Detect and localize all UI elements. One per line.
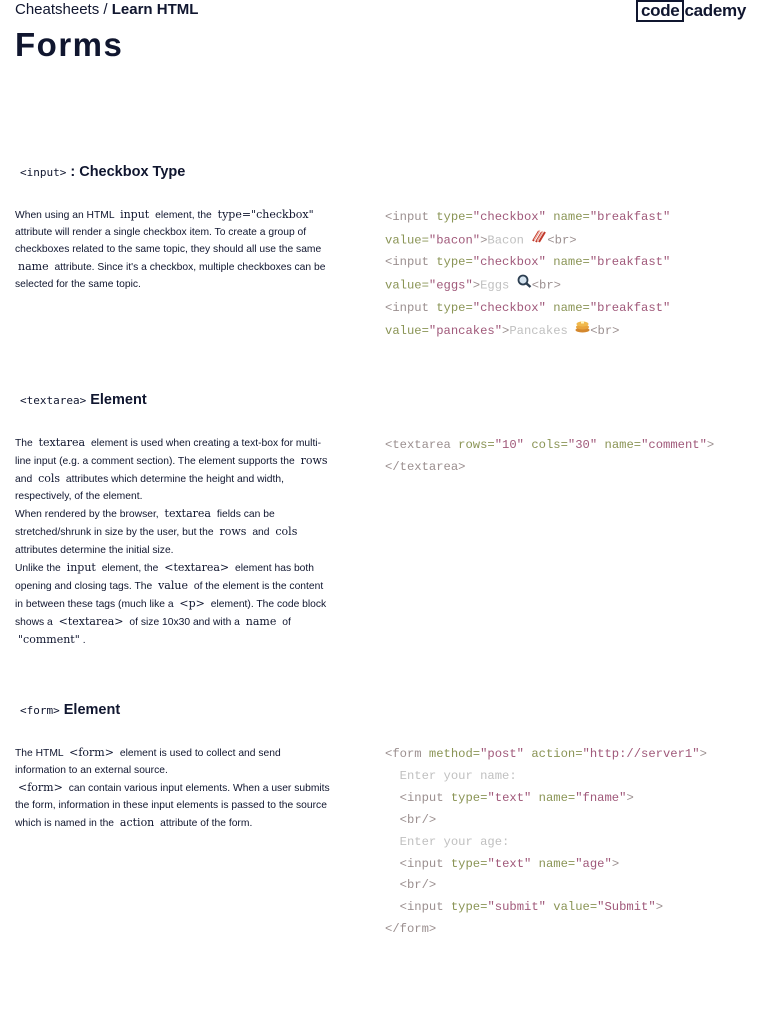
code-tag: <input bbox=[399, 790, 444, 805]
desc-paragraph bbox=[15, 744, 333, 779]
code-value: "Submit" bbox=[597, 900, 656, 915]
code-tag: <br> bbox=[590, 324, 620, 339]
magnifier-egg-icon bbox=[517, 274, 532, 297]
code-attr: rows= bbox=[458, 438, 495, 452]
code-attr: value= bbox=[385, 324, 429, 339]
code-text: Eggs bbox=[480, 279, 510, 294]
code-tag: <input bbox=[399, 900, 444, 915]
code-attr: action= bbox=[531, 747, 583, 761]
code-value: "pancakes" bbox=[428, 324, 503, 339]
code-text: Enter your name: bbox=[399, 768, 517, 783]
text-fragment: input bbox=[66, 560, 96, 574]
code-tag: > bbox=[699, 747, 707, 761]
code-value: "http://server1" bbox=[582, 747, 700, 761]
code-attr: value= bbox=[385, 233, 429, 248]
text-fragment: element is used when creating a text-box for multi-line input (e.g. a comment section). The element supports the bbox=[15, 438, 322, 468]
code-value: "10" bbox=[494, 438, 524, 452]
text-fragment: textarea bbox=[164, 507, 211, 521]
desc-keyword: input bbox=[120, 208, 150, 221]
text-fragment: <textarea> bbox=[164, 560, 230, 574]
desc-paragraph bbox=[15, 559, 333, 649]
code-value: "checkbox" bbox=[472, 300, 546, 315]
codecademy-logo[interactable] bbox=[636, 0, 746, 22]
code-attr: type= bbox=[450, 856, 488, 871]
code-tag: <br> bbox=[531, 279, 561, 294]
code-value: "breakfast" bbox=[589, 210, 671, 224]
code-value: "breakfast" bbox=[589, 300, 671, 315]
code-attr: type= bbox=[436, 255, 473, 270]
text-fragment: <form> bbox=[69, 746, 114, 759]
text-fragment: element). The code block shows a bbox=[15, 598, 327, 628]
text-fragment: <p> bbox=[179, 596, 205, 610]
code-attr: method= bbox=[428, 747, 481, 761]
breadcrumb-parent-link[interactable]: Cheatsheets bbox=[15, 1, 100, 18]
code-tag: <form bbox=[385, 747, 422, 761]
bacon-icon bbox=[531, 229, 547, 252]
textarea-code-block bbox=[385, 435, 714, 479]
code-tag: > bbox=[626, 790, 634, 805]
code-value: "text" bbox=[487, 790, 532, 805]
text-fragment: The HTML bbox=[15, 748, 64, 759]
code-value: "30" bbox=[567, 438, 598, 452]
code-attr: name= bbox=[538, 790, 576, 805]
text-fragment: The bbox=[15, 438, 33, 449]
text-fragment: When rendered by the browser, bbox=[15, 509, 159, 521]
text-fragment: . bbox=[82, 635, 86, 647]
text-fragment: <form> bbox=[18, 781, 63, 795]
code-tag: > bbox=[706, 438, 715, 452]
code-value: "submit" bbox=[487, 900, 546, 915]
checkbox-code-block bbox=[385, 207, 670, 343]
logo-code-box: code bbox=[636, 0, 684, 22]
code-tag: > bbox=[655, 900, 664, 915]
code-attr: name= bbox=[553, 210, 590, 224]
text-fragment: of the element is the content in between these tags (much like a bbox=[15, 580, 324, 610]
text-fragment: and bbox=[252, 527, 270, 539]
code-tag: <input bbox=[385, 255, 429, 270]
textarea-description bbox=[15, 434, 333, 649]
code-tag: <input bbox=[385, 300, 429, 315]
text-fragment: cols bbox=[38, 472, 61, 486]
code-value: "eggs" bbox=[428, 279, 473, 294]
section-title-text: : Checkbox Type bbox=[70, 164, 186, 180]
code-tag: > bbox=[611, 856, 620, 871]
desc-text: element, the bbox=[155, 210, 212, 221]
code-attr: name= bbox=[553, 255, 590, 270]
text-fragment: can contain various input elements. When a user submits the form, information in these input elements is passed to the source which is named in the bbox=[15, 783, 330, 830]
code-tag: <input bbox=[399, 856, 444, 871]
pancakes-icon bbox=[575, 320, 590, 342]
page-title: Forms bbox=[15, 26, 124, 63]
code-value: "age" bbox=[575, 856, 612, 871]
text-fragment: value bbox=[158, 578, 188, 592]
breadcrumb bbox=[15, 1, 198, 18]
desc-keyword: name bbox=[18, 260, 49, 274]
code-tag: <textarea bbox=[385, 438, 451, 452]
code-value: "bacon" bbox=[428, 233, 481, 248]
text-fragment: of bbox=[282, 616, 291, 628]
text-fragment: element is used to collect and send information to an external source. bbox=[15, 748, 281, 777]
code-tag: > bbox=[480, 233, 488, 248]
text-fragment: of size 10x30 and with a bbox=[129, 616, 240, 628]
code-attr: value= bbox=[553, 900, 598, 915]
section-title-textarea bbox=[20, 392, 147, 408]
code-attr: value= bbox=[385, 279, 429, 294]
top-bar bbox=[15, 0, 746, 22]
desc-paragraph bbox=[15, 434, 333, 505]
form-code-block bbox=[385, 744, 707, 941]
section-tag: <input> bbox=[20, 166, 67, 179]
code-tag: > bbox=[472, 279, 481, 294]
text-fragment: attributes determine the initial size. bbox=[15, 544, 174, 556]
text-fragment: element has both opening and closing tags. The bbox=[15, 562, 314, 592]
breadcrumb-separator: / bbox=[99, 1, 112, 18]
code-tag: > bbox=[502, 324, 510, 339]
code-text: Enter your age: bbox=[399, 834, 510, 849]
code-tag: <input bbox=[385, 210, 429, 224]
text-fragment: attributes which determine the height and width, respectively, of the element. bbox=[15, 474, 284, 503]
desc-text: attribute. Since it's a checkbox, multiple checkboxes can be selected for the same topic. bbox=[15, 262, 326, 291]
code-value: "breakfast" bbox=[589, 255, 671, 270]
code-value: "checkbox" bbox=[472, 210, 546, 224]
code-tag: <br/> bbox=[399, 812, 437, 827]
code-tag: <br> bbox=[547, 233, 577, 248]
code-attr: name= bbox=[538, 856, 576, 871]
section-title-form bbox=[20, 702, 120, 718]
code-attr: type= bbox=[450, 790, 488, 805]
desc-paragraph bbox=[15, 779, 333, 832]
code-attr: type= bbox=[436, 300, 473, 315]
code-attr: type= bbox=[450, 900, 488, 915]
desc-text: When using an HTML bbox=[15, 210, 115, 221]
text-fragment: cols bbox=[275, 525, 298, 539]
text-fragment: <textarea> bbox=[58, 614, 124, 628]
text-fragment: element, the bbox=[101, 562, 159, 574]
text-fragment: fields can be stretched/shrunk in size by the user, but the bbox=[15, 509, 275, 539]
code-tag: </form> bbox=[385, 922, 437, 937]
section-title-checkbox bbox=[20, 164, 185, 180]
code-value: "fname" bbox=[575, 790, 627, 805]
code-value: "text" bbox=[487, 856, 532, 871]
desc-paragraph bbox=[15, 505, 333, 558]
code-value: "comment" bbox=[641, 438, 707, 452]
text-fragment: "comment" bbox=[18, 633, 80, 647]
code-attr: name= bbox=[604, 438, 642, 452]
text-fragment: Unlike the bbox=[15, 562, 61, 574]
code-value: "post" bbox=[480, 747, 524, 761]
text-fragment: name bbox=[245, 614, 277, 628]
desc-keyword: type="checkbox" bbox=[217, 208, 314, 221]
desc-text: attribute will render a single checkbox item. To create a group of checkboxes related to the same topic, they should all use the same bbox=[15, 227, 322, 256]
section-tag: <form> bbox=[20, 704, 60, 717]
section-title-text: Element bbox=[63, 702, 121, 718]
text-fragment: rows bbox=[300, 454, 328, 468]
code-tag: <br/> bbox=[399, 878, 437, 893]
text-fragment: and bbox=[15, 474, 33, 486]
code-text: Pancakes bbox=[509, 324, 568, 339]
form-description bbox=[15, 744, 333, 832]
text-fragment: rows bbox=[219, 525, 247, 539]
code-attr: cols= bbox=[531, 438, 568, 452]
code-value: "checkbox" bbox=[472, 255, 546, 270]
text-fragment: attribute of the form. bbox=[160, 818, 253, 830]
checkbox-description bbox=[15, 206, 333, 293]
text-fragment: action bbox=[119, 816, 155, 830]
breadcrumb-current[interactable]: Learn HTML bbox=[111, 1, 199, 18]
section-title-text: Element bbox=[90, 392, 147, 408]
section-tag: <textarea> bbox=[20, 394, 87, 407]
code-attr: name= bbox=[553, 300, 590, 315]
text-fragment: textarea bbox=[38, 436, 86, 449]
code-text: Bacon bbox=[487, 233, 524, 248]
logo-cademy-text: cademy bbox=[684, 1, 746, 20]
code-tag: </textarea> bbox=[385, 459, 466, 474]
code-attr: type= bbox=[436, 210, 473, 224]
